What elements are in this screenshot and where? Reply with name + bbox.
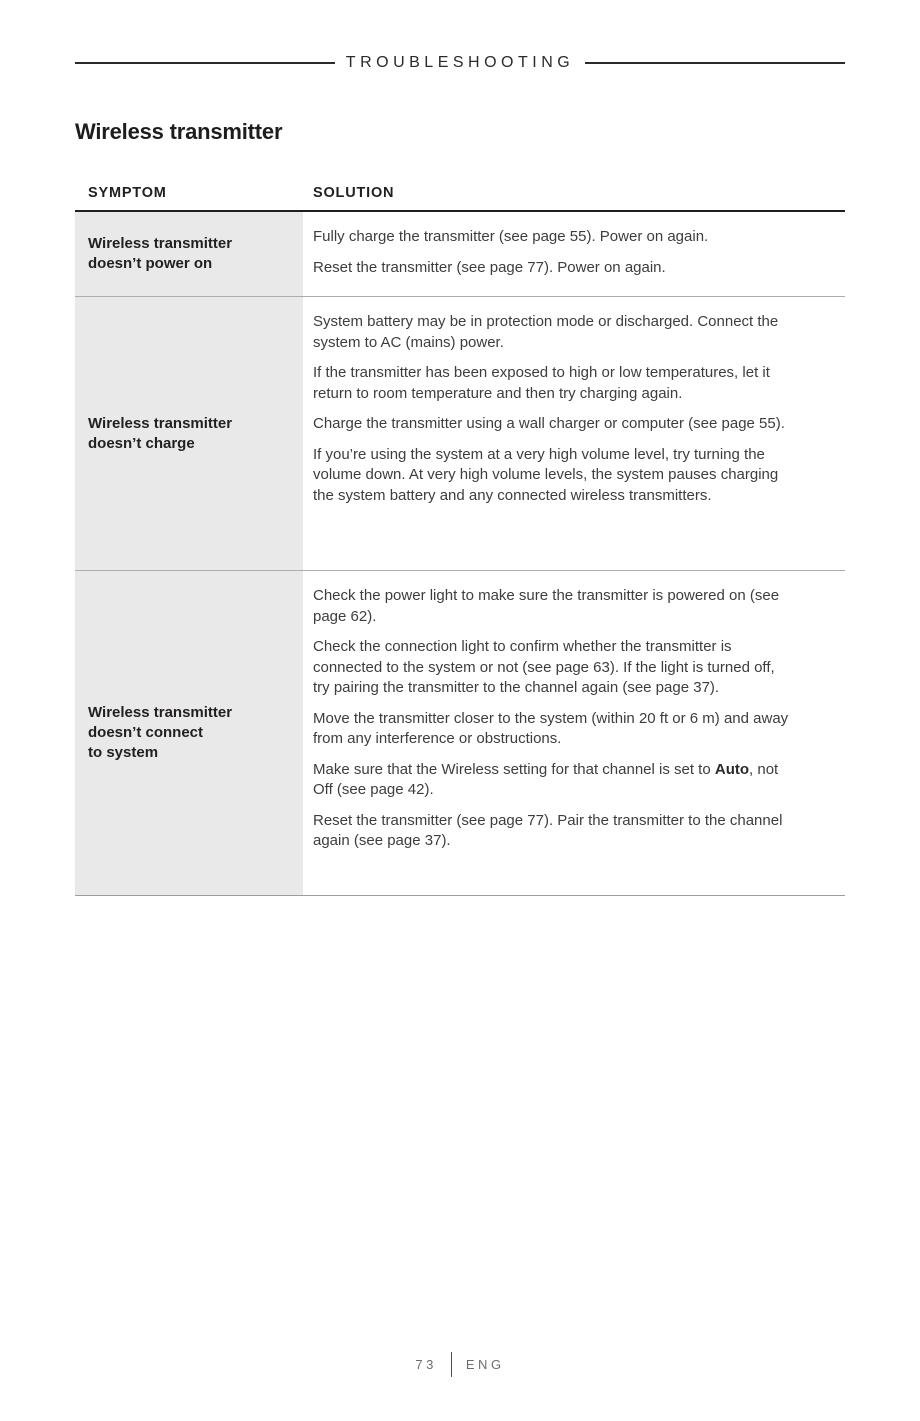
solution-text-post: , not Off (see page 42). bbox=[313, 760, 779, 798]
troubleshooting-table bbox=[75, 181, 845, 896]
footer-divider bbox=[451, 1352, 452, 1377]
solution-text-bold: Auto bbox=[714, 760, 750, 778]
symptom-text bbox=[88, 234, 232, 274]
column-header-symptom: SYMPTOM bbox=[88, 185, 167, 201]
symptom-line: Wireless transmitter bbox=[88, 235, 233, 252]
solution-cell bbox=[303, 212, 845, 296]
solution-paragraph: System battery may be in protection mode or discharged. Connect the system to AC (mains) power. bbox=[313, 313, 779, 351]
solution-paragraph: Check the connection light to confirm whether the transmitter is connected to the system or not (see page 63). If the light is turned off, try pairing the transmitter to the channel again (see page 37). bbox=[313, 638, 775, 696]
solution-cell bbox=[303, 297, 845, 570]
solution-paragraph: Fully charge the transmitter (see page 55). Power on again. bbox=[313, 228, 709, 245]
symptom-cell bbox=[75, 297, 303, 570]
section-header-label: TROUBLESHOOTING bbox=[345, 54, 575, 71]
symptom-line: Wireless transmitter bbox=[88, 704, 233, 721]
solution-paragraph: Reset the transmitter (see page 77). Pair the transmitter to the channel again (see page 37). bbox=[313, 811, 783, 849]
solution-paragraph bbox=[313, 760, 791, 801]
symptom-line: doesn’t charge bbox=[88, 434, 195, 452]
symptom-line: doesn’t power on bbox=[88, 255, 213, 272]
symptom-line: to system bbox=[88, 744, 159, 761]
symptom-line: doesn’t connect bbox=[88, 724, 204, 741]
header-rule-left bbox=[75, 62, 335, 64]
table-row-power-on bbox=[75, 212, 845, 297]
symptom-text bbox=[88, 414, 232, 454]
column-header-solution: SOLUTION bbox=[313, 185, 395, 201]
solution-paragraph: If you’re using the system at a very high volume level, try turning the volume down. At very high volume levels, the system pauses charging the system battery and any connected wireless transmitters. bbox=[313, 445, 779, 504]
solution-paragraph: Charge the transmitter using a wall charger or computer (see page 55). bbox=[313, 415, 785, 432]
solution-cell bbox=[303, 571, 845, 895]
table-row-charge bbox=[75, 297, 845, 571]
solution-paragraph: Reset the transmitter (see page 77). Power on again. bbox=[313, 258, 666, 276]
symptom-cell bbox=[75, 212, 303, 296]
symptom-cell bbox=[75, 571, 303, 895]
page-title: Wireless transmitter bbox=[75, 119, 283, 144]
solution-text-pre: Make sure that the Wireless setting for that channel is set to bbox=[313, 760, 715, 778]
solution-paragraph: Check the power light to make sure the transmitter is powered on (see page 62). bbox=[313, 587, 780, 625]
section-header bbox=[75, 54, 845, 72]
solution-paragraph: Move the transmitter closer to the system (within 20 ft or 6 m) and away from any interference or obstructions. bbox=[313, 709, 789, 747]
solution-paragraph: If the transmitter has been exposed to high or low temperatures, let it return to room temperature and then try charging again. bbox=[313, 364, 770, 402]
symptom-text bbox=[88, 703, 232, 763]
table-header-row bbox=[75, 181, 845, 212]
symptom-line: Wireless transmitter bbox=[88, 414, 233, 432]
page-footer bbox=[0, 1352, 920, 1377]
page-number: 73 bbox=[415, 1357, 437, 1372]
table-row-connect bbox=[75, 571, 845, 896]
header-rule-right bbox=[585, 62, 845, 64]
language-code: ENG bbox=[465, 1357, 505, 1372]
